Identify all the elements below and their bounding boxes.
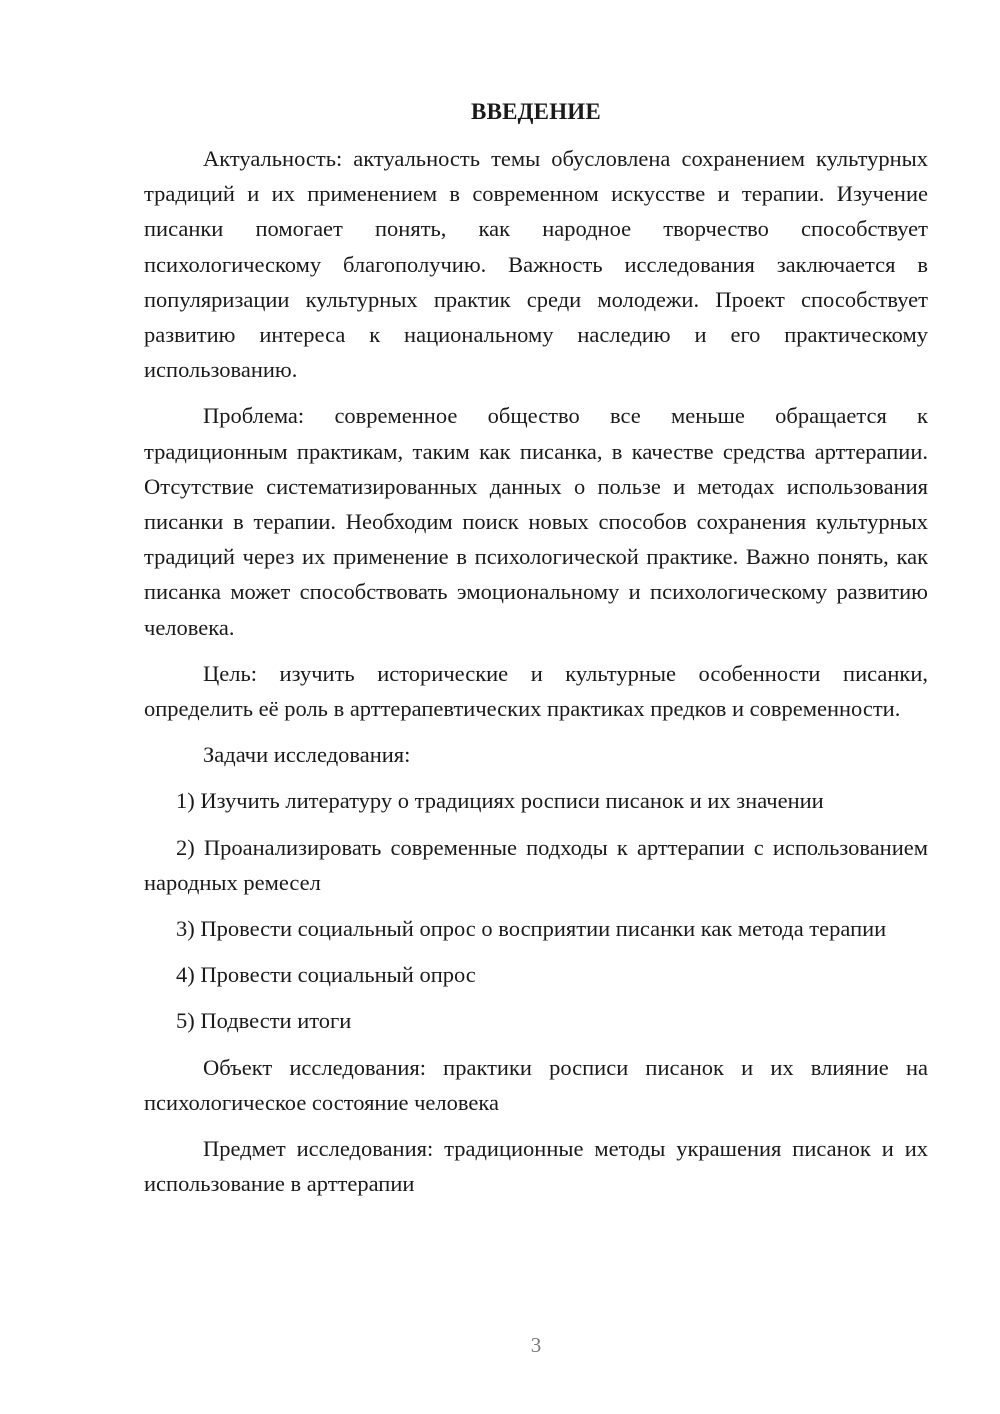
page-number: 3	[530, 1333, 542, 1357]
relevance-paragraph: Актуальность: актуальность темы обусловлена сохранением культурных традиций и их применением в современном искусстве и терапии. Изучение писанки помогает понять, как народное творчество способствует психологическому благополучию. Важность исследования заключается в популяризации культурных практик среди молодежи. Проект способствует развитию интереса к национальному наследию и его практическому использованию.	[144, 146, 928, 383]
goal-paragraph: Цель: изучить исторические и культурные особенности писанки, определить её роль в арттерапевтических практиках предков и современности.	[144, 660, 928, 722]
task-item-1: 1) Изучить литературу о традициях росписи писанок и их значении	[176, 788, 824, 814]
problem-paragraph: Проблема: современное общество все меньше обращается к традиционным практикам, таким как писанка, в качестве средства арттерапии. Отсутствие систематизированных данных о пользе и методах использования писанки в терапии. Необходим поиск новых способов сохранения культурных традиций через их применение в психологической практике. Важно понять, как писанка может способствовать эмоциональному и психологическому развитию человека.	[144, 403, 928, 640]
tasks-title: Задачи исследования:	[203, 742, 411, 768]
task-item-3: 3) Провести социальный опрос о восприятии писанки как метода терапии	[176, 916, 887, 942]
task-item-4: 4) Провести социальный опрос	[176, 962, 476, 988]
document-page	[144, 94, 928, 1212]
task-item-5: 5) Подвести итоги	[176, 1008, 352, 1034]
task-item-2: 2) Проанализировать современные подходы к арттерапии с использованием народных ремесел	[144, 834, 928, 895]
section-heading: ВВЕДЕНИЕ	[471, 99, 601, 124]
subject-paragraph: Предмет исследования: традиционные методы украшения писанок и их использование в арттерапии	[144, 1136, 928, 1197]
object-paragraph: Объект исследования: практики росписи писанок и их влияние на психологическое состояние человека	[144, 1054, 928, 1115]
